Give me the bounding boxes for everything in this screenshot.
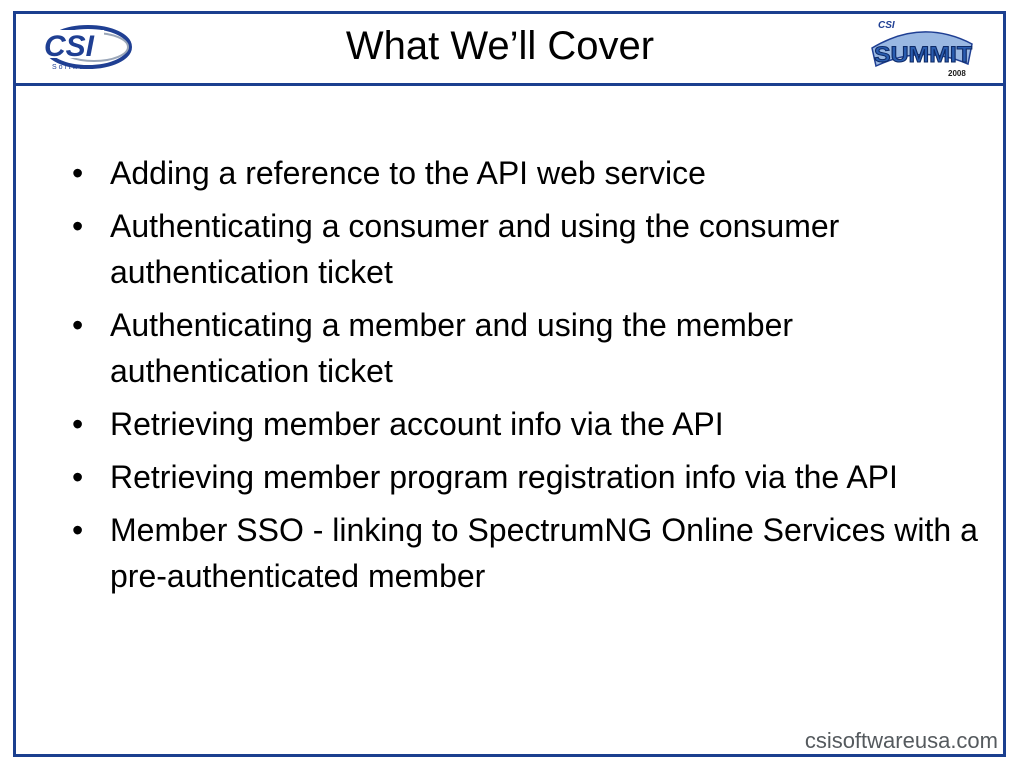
summit-logo-year: 2008 — [948, 69, 966, 78]
bullet-marker: • — [72, 155, 84, 191]
bullet-item — [70, 507, 980, 599]
logo-csi-wordmark: CSI — [44, 30, 95, 63]
bullet-marker: • — [72, 459, 84, 495]
header-divider — [13, 83, 1006, 86]
bullet-text: Retrieving member account info via the API — [110, 406, 724, 442]
bullet-text: Authenticating a member and using the member authentication ticket — [110, 307, 794, 389]
footer-website-url: csisoftwareusa.com — [804, 728, 998, 753]
bullet-item — [70, 203, 980, 295]
bullet-marker: • — [72, 406, 84, 442]
bullet-marker: • — [72, 512, 84, 548]
bullet-text: Member SSO - linking to SpectrumNG Online Services with a pre-authenticated member — [110, 512, 978, 594]
csi-summit-logo — [864, 14, 980, 80]
bullet-item — [70, 454, 980, 500]
bullet-text: Adding a reference to the API web service — [110, 155, 706, 191]
bullet-marker: • — [72, 208, 84, 244]
bullet-marker: • — [72, 307, 84, 343]
bullet-list — [70, 150, 980, 606]
summit-logo-word: SUMMIT — [874, 42, 973, 67]
page-title: What We’ll Cover — [345, 24, 655, 68]
bullet-item — [70, 401, 980, 447]
summit-logo-csi: CSI — [878, 20, 895, 31]
bullet-item — [70, 150, 980, 196]
bullet-text: Authenticating a consumer and using the consumer authentication ticket — [110, 208, 840, 290]
csi-software-logo — [38, 20, 134, 76]
logo-csi-tagline: Software — [52, 64, 96, 71]
bullet-item — [70, 302, 980, 394]
bullet-text: Retrieving member program registration info via the API — [110, 459, 898, 495]
